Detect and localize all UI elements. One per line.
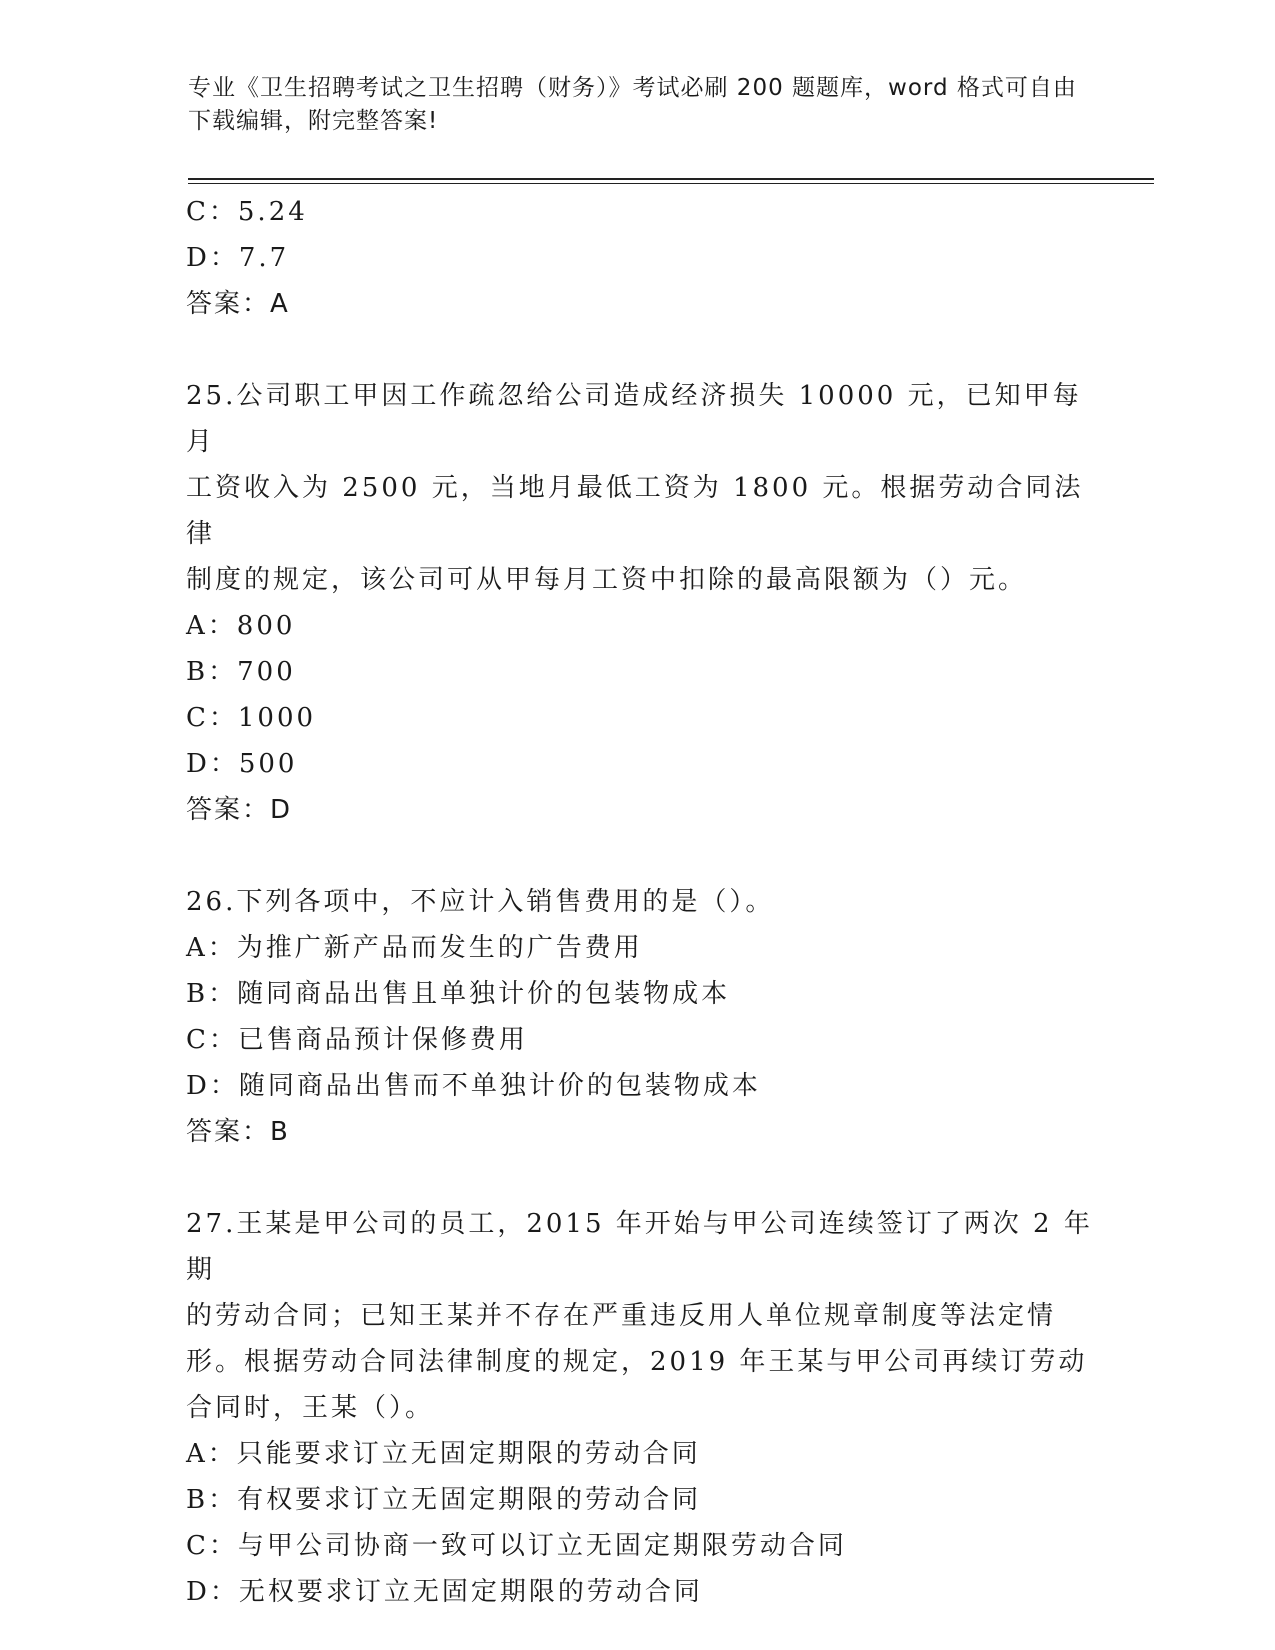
prev-question — [186, 189, 1106, 327]
option-b: B：700 — [186, 657, 296, 687]
document-body — [186, 189, 1106, 1615]
question-text: 25.公司职工甲因工作疏忽给公司造成经济损失 10000 元，已知甲每月 工资收入为 2500 元，当地月最低工资为 1800 元。根据劳动合同法律 制度的规定，该公司可从甲每月工资中扣除的最高限额为（）元。 — [186, 381, 1084, 595]
header-divider — [188, 178, 1154, 180]
answer-line: 答案：A — [186, 289, 290, 319]
question-27 — [186, 1201, 1106, 1615]
option-c: C：1000 — [186, 703, 317, 733]
header-divider-thin — [188, 183, 1154, 184]
option-d: D：无权要求订立无固定期限的劳动合同 — [186, 1577, 703, 1607]
option-d: D：7.7 — [186, 243, 290, 273]
answer-line: 答案：D — [186, 795, 293, 825]
option-c: C：5.24 — [186, 197, 308, 227]
option-c: C：已售商品预计保修费用 — [186, 1025, 528, 1055]
option-b: B：有权要求订立无固定期限的劳动合同 — [186, 1485, 702, 1515]
option-a: A：为推广新产品而发生的广告费用 — [186, 933, 643, 963]
option-b: B：随同商品出售且单独计价的包装物成本 — [186, 979, 731, 1009]
question-text: 26.下列各项中，不应计入销售费用的是（）。 — [186, 887, 775, 917]
answer-line: 答案：B — [186, 1117, 290, 1147]
option-d: D：500 — [186, 749, 298, 779]
question-25 — [186, 373, 1106, 833]
option-d: D：随同商品出售而不单独计价的包装物成本 — [186, 1071, 761, 1101]
document-header: 专业《卫生招聘考试之卫生招聘（财务）》考试必刷 200 题题库，word 格式可自由下载编辑，附完整答案! — [188, 75, 1077, 134]
question-26 — [186, 879, 1106, 1155]
option-a: A：只能要求订立无固定期限的劳动合同 — [186, 1439, 701, 1469]
question-text: 27.王某是甲公司的员工，2015 年开始与甲公司连续签订了两次 2 年期 的劳动合同；已知王某并不存在严重违反用人单位规章制度等法定情 形。根据劳动合同法律制度的规定，2019 年王某与甲公司再续订劳动 合同时，王某（）。 — [186, 1209, 1093, 1423]
option-a: A：800 — [186, 611, 296, 641]
option-c: C：与甲公司协商一致可以订立无固定期限劳动合同 — [186, 1531, 847, 1561]
